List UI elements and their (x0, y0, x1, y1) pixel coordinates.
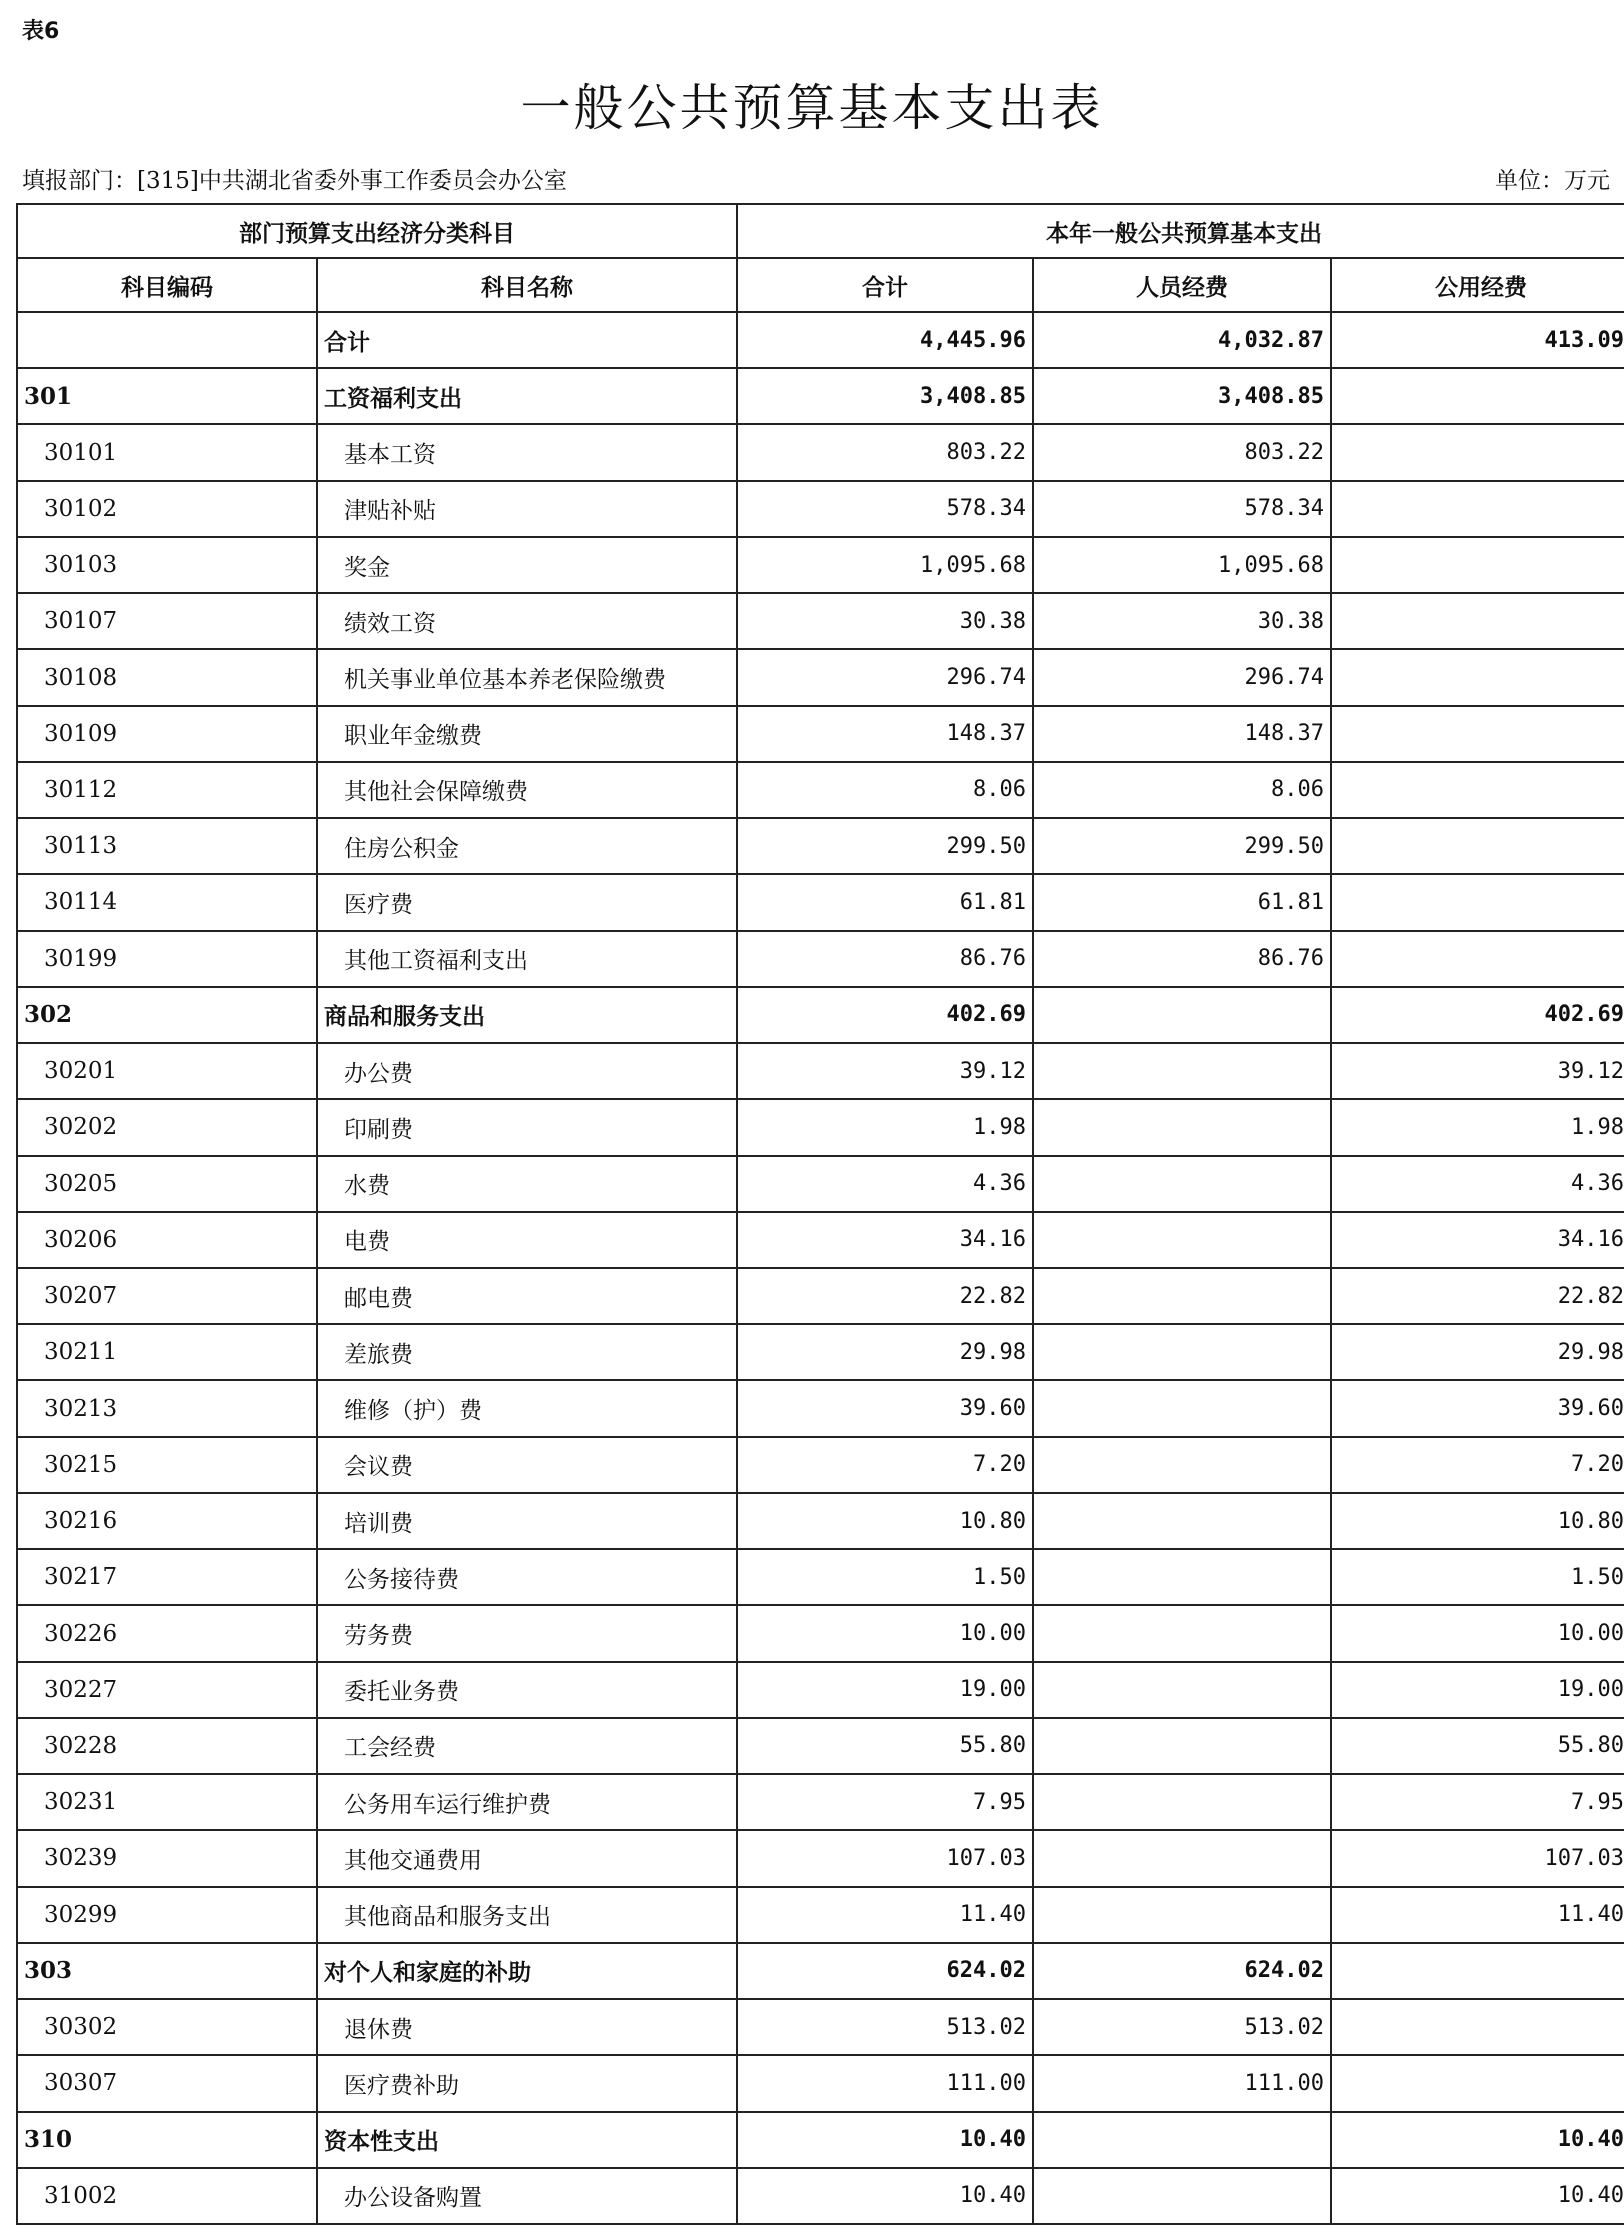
row-code: 30227 (17, 1662, 317, 1718)
row-public (1331, 818, 1624, 874)
row-personnel (1033, 1887, 1331, 1943)
row-name: 退休费 (317, 1999, 737, 2055)
row-name: 办公费 (317, 1043, 737, 1099)
row-public (1331, 537, 1624, 593)
row-total: 86.76 (737, 931, 1033, 987)
row-total: 30.38 (737, 593, 1033, 649)
row-public (1331, 649, 1624, 705)
row-name: 资本性支出 (317, 2112, 737, 2168)
row-public: 7.20 (1331, 1437, 1624, 1493)
row-name: 医疗费 (317, 874, 737, 930)
row-code: 310 (17, 2112, 317, 2168)
row-personnel (1033, 1774, 1331, 1830)
row-total: 296.74 (737, 649, 1033, 705)
row-name: 对个人和家庭的补助 (317, 1943, 737, 1999)
row-total: 10.40 (737, 2112, 1033, 2168)
row-personnel (1033, 1605, 1331, 1661)
row-total: 11.40 (737, 1887, 1033, 1943)
row-code: 30199 (17, 931, 317, 987)
reporting-department: 填报部门：[315]中共湖北省委外事工作委员会办公室 (22, 168, 567, 194)
row-personnel (1033, 1156, 1331, 1212)
table-row (17, 1324, 1624, 1380)
header-name: 科目名称 (317, 258, 737, 312)
header-current-year-expenditure: 本年一般公共预算基本支出 (737, 204, 1624, 258)
row-name: 电费 (317, 1212, 737, 1268)
row-total: 34.16 (737, 1212, 1033, 1268)
row-public: 4.36 (1331, 1156, 1624, 1212)
row-personnel: 624.02 (1033, 1943, 1331, 1999)
row-personnel: 4,032.87 (1033, 312, 1331, 368)
row-name: 基本工资 (317, 424, 737, 480)
row-total: 29.98 (737, 1324, 1033, 1380)
row-name: 差旅费 (317, 1324, 737, 1380)
row-personnel: 111.00 (1033, 2055, 1331, 2111)
header-economic-classification: 部门预算支出经济分类科目 (17, 204, 737, 258)
row-total: 39.60 (737, 1380, 1033, 1436)
row-public: 10.80 (1331, 1493, 1624, 1549)
row-name: 邮电费 (317, 1268, 737, 1324)
table-row (17, 1437, 1624, 1493)
row-code: 30113 (17, 818, 317, 874)
table-number-tag: 表6 (22, 19, 60, 44)
row-personnel: 296.74 (1033, 649, 1331, 705)
row-total: 19.00 (737, 1662, 1033, 1718)
row-code: 30102 (17, 481, 317, 537)
header-column-row (17, 258, 1624, 312)
row-name: 水费 (317, 1156, 737, 1212)
row-name: 奖金 (317, 537, 737, 593)
row-personnel: 803.22 (1033, 424, 1331, 480)
row-public (1331, 931, 1624, 987)
header-personnel: 人员经费 (1033, 258, 1331, 312)
row-name: 其他交通费用 (317, 1830, 737, 1886)
table-row (17, 874, 1624, 930)
row-public: 55.80 (1331, 1718, 1624, 1774)
row-public (1331, 368, 1624, 424)
row-code: 30299 (17, 1887, 317, 1943)
row-personnel (1033, 1549, 1331, 1605)
row-public (1331, 2055, 1624, 2111)
row-total: 7.95 (737, 1774, 1033, 1830)
row-code: 30213 (17, 1380, 317, 1436)
table-body (17, 312, 1624, 2224)
header-code: 科目编码 (17, 258, 317, 312)
row-code: 30206 (17, 1212, 317, 1268)
row-public: 10.00 (1331, 1605, 1624, 1661)
row-code: 30112 (17, 762, 317, 818)
row-personnel (1033, 2168, 1331, 2224)
row-personnel: 1,095.68 (1033, 537, 1331, 593)
table-row (17, 312, 1624, 368)
row-name: 工会经费 (317, 1718, 737, 1774)
table-row (17, 649, 1624, 705)
row-code: 301 (17, 368, 317, 424)
row-public: 39.60 (1331, 1380, 1624, 1436)
row-code: 30217 (17, 1549, 317, 1605)
row-name: 绩效工资 (317, 593, 737, 649)
row-name: 其他商品和服务支出 (317, 1887, 737, 1943)
table-row (17, 481, 1624, 537)
table-row (17, 762, 1624, 818)
table-row (17, 593, 1624, 649)
row-public: 413.09 (1331, 312, 1624, 368)
row-personnel: 299.50 (1033, 818, 1331, 874)
row-personnel (1033, 1718, 1331, 1774)
row-total: 55.80 (737, 1718, 1033, 1774)
row-name: 会议费 (317, 1437, 737, 1493)
row-public (1331, 762, 1624, 818)
row-code: 30101 (17, 424, 317, 480)
row-personnel (1033, 1043, 1331, 1099)
row-total: 578.34 (737, 481, 1033, 537)
table-row (17, 368, 1624, 424)
table-row (17, 931, 1624, 987)
table-row (17, 537, 1624, 593)
row-public (1331, 1943, 1624, 1999)
row-total: 4,445.96 (737, 312, 1033, 368)
row-name: 维修（护）费 (317, 1380, 737, 1436)
row-code: 31002 (17, 2168, 317, 2224)
row-code: 30228 (17, 1718, 317, 1774)
budget-table (16, 203, 1624, 2225)
row-public: 1.50 (1331, 1549, 1624, 1605)
table-row (17, 1212, 1624, 1268)
row-code: 302 (17, 987, 317, 1043)
row-name: 公务用车运行维护费 (317, 1774, 737, 1830)
row-total: 61.81 (737, 874, 1033, 930)
table-row (17, 1830, 1624, 1886)
table-row (17, 1380, 1624, 1436)
table-row (17, 1605, 1624, 1661)
header-group-row (17, 204, 1624, 258)
row-total: 1,095.68 (737, 537, 1033, 593)
row-personnel: 3,408.85 (1033, 368, 1331, 424)
row-total: 1.50 (737, 1549, 1033, 1605)
row-public: 19.00 (1331, 1662, 1624, 1718)
row-name: 商品和服务支出 (317, 987, 737, 1043)
table-row (17, 2168, 1624, 2224)
row-public: 10.40 (1331, 2168, 1624, 2224)
table-row (17, 1943, 1624, 1999)
row-name: 医疗费补助 (317, 2055, 737, 2111)
row-code: 30239 (17, 1830, 317, 1886)
row-code: 30202 (17, 1099, 317, 1155)
page-title: 一般公共预算基本支出表 (520, 79, 1104, 137)
header-total: 合计 (737, 258, 1033, 312)
row-code: 30216 (17, 1493, 317, 1549)
table-row (17, 1718, 1624, 1774)
row-name: 职业年金缴费 (317, 706, 737, 762)
row-name: 其他社会保障缴费 (317, 762, 737, 818)
row-personnel (1033, 1380, 1331, 1436)
row-code: 30201 (17, 1043, 317, 1099)
row-total: 148.37 (737, 706, 1033, 762)
table-row (17, 987, 1624, 1043)
row-personnel (1033, 1268, 1331, 1324)
row-total: 4.36 (737, 1156, 1033, 1212)
row-name: 劳务费 (317, 1605, 737, 1661)
table-row (17, 1268, 1624, 1324)
row-public (1331, 874, 1624, 930)
row-public: 11.40 (1331, 1887, 1624, 1943)
row-total: 10.40 (737, 2168, 1033, 2224)
row-public: 34.16 (1331, 1212, 1624, 1268)
row-code: 30108 (17, 649, 317, 705)
row-public: 10.40 (1331, 2112, 1624, 2168)
table-row (17, 1662, 1624, 1718)
row-public: 107.03 (1331, 1830, 1624, 1886)
row-name: 机关事业单位基本养老保险缴费 (317, 649, 737, 705)
row-total: 10.00 (737, 1605, 1033, 1661)
table-row (17, 2055, 1624, 2111)
row-public: 29.98 (1331, 1324, 1624, 1380)
row-public: 22.82 (1331, 1268, 1624, 1324)
table-row (17, 1774, 1624, 1830)
row-public (1331, 481, 1624, 537)
row-code: 30302 (17, 1999, 317, 2055)
header-public: 公用经费 (1331, 258, 1624, 312)
row-name: 其他工资福利支出 (317, 931, 737, 987)
row-public: 7.95 (1331, 1774, 1624, 1830)
row-code: 30307 (17, 2055, 317, 2111)
table-row (17, 1156, 1624, 1212)
row-name: 印刷费 (317, 1099, 737, 1155)
row-name: 住房公积金 (317, 818, 737, 874)
row-personnel (1033, 1324, 1331, 1380)
row-personnel (1033, 1212, 1331, 1268)
row-personnel (1033, 1099, 1331, 1155)
table-row (17, 1999, 1624, 2055)
row-personnel: 578.34 (1033, 481, 1331, 537)
row-code: 30109 (17, 706, 317, 762)
row-public: 1.98 (1331, 1099, 1624, 1155)
table-row (17, 1043, 1624, 1099)
row-total: 803.22 (737, 424, 1033, 480)
row-name: 办公设备购置 (317, 2168, 737, 2224)
table-row (17, 1099, 1624, 1155)
row-name: 培训费 (317, 1493, 737, 1549)
row-public (1331, 593, 1624, 649)
row-personnel: 30.38 (1033, 593, 1331, 649)
row-public: 39.12 (1331, 1043, 1624, 1099)
table-row (17, 706, 1624, 762)
row-code: 30211 (17, 1324, 317, 1380)
row-total: 1.98 (737, 1099, 1033, 1155)
row-total: 8.06 (737, 762, 1033, 818)
row-name: 委托业务费 (317, 1662, 737, 1718)
row-code: 30215 (17, 1437, 317, 1493)
row-name: 公务接待费 (317, 1549, 737, 1605)
row-personnel (1033, 987, 1331, 1043)
row-personnel (1033, 1830, 1331, 1886)
row-public (1331, 424, 1624, 480)
row-public (1331, 1999, 1624, 2055)
table-row (17, 2112, 1624, 2168)
row-personnel: 86.76 (1033, 931, 1331, 987)
row-name: 津贴补贴 (317, 481, 737, 537)
row-public: 402.69 (1331, 987, 1624, 1043)
row-total: 299.50 (737, 818, 1033, 874)
row-code: 30114 (17, 874, 317, 930)
row-personnel: 8.06 (1033, 762, 1331, 818)
row-personnel (1033, 1493, 1331, 1549)
row-code: 30205 (17, 1156, 317, 1212)
row-code (17, 312, 317, 368)
row-total: 111.00 (737, 2055, 1033, 2111)
row-personnel (1033, 1662, 1331, 1718)
row-code: 30107 (17, 593, 317, 649)
row-personnel: 61.81 (1033, 874, 1331, 930)
row-total: 513.02 (737, 1999, 1033, 2055)
row-total: 624.02 (737, 1943, 1033, 1999)
row-personnel (1033, 1437, 1331, 1493)
row-total: 10.80 (737, 1493, 1033, 1549)
row-code: 303 (17, 1943, 317, 1999)
row-code: 30207 (17, 1268, 317, 1324)
table-row (17, 1549, 1624, 1605)
row-name: 工资福利支出 (317, 368, 737, 424)
row-code: 30103 (17, 537, 317, 593)
table-row (17, 424, 1624, 480)
row-total: 107.03 (737, 1830, 1033, 1886)
unit-label: 单位：万元 (1495, 168, 1610, 194)
row-public (1331, 706, 1624, 762)
row-code: 30226 (17, 1605, 317, 1661)
row-total: 39.12 (737, 1043, 1033, 1099)
row-total: 22.82 (737, 1268, 1033, 1324)
row-personnel: 148.37 (1033, 706, 1331, 762)
row-personnel: 513.02 (1033, 1999, 1331, 2055)
table-row (17, 818, 1624, 874)
row-code: 30231 (17, 1774, 317, 1830)
row-total: 3,408.85 (737, 368, 1033, 424)
row-personnel (1033, 2112, 1331, 2168)
table-row (17, 1887, 1624, 1943)
row-total: 7.20 (737, 1437, 1033, 1493)
row-total: 402.69 (737, 987, 1033, 1043)
table-row (17, 1493, 1624, 1549)
row-name: 合计 (317, 312, 737, 368)
